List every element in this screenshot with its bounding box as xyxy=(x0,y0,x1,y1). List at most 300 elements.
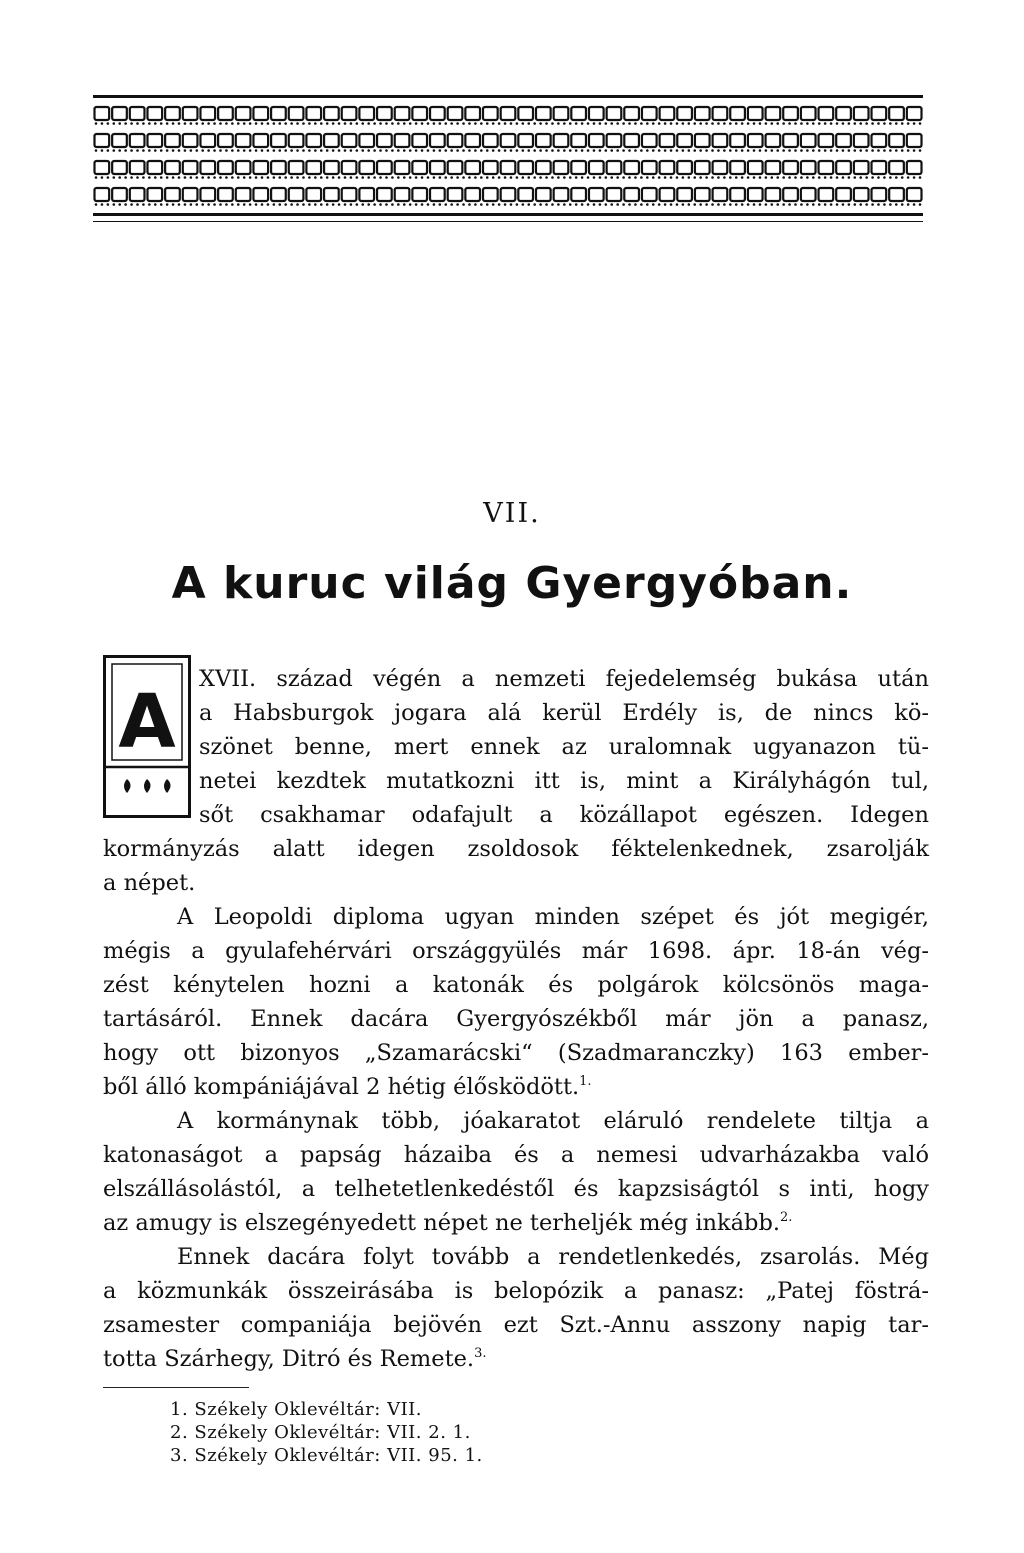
ornament-dot xyxy=(753,149,756,152)
ornament-dot xyxy=(148,203,151,206)
header-rule-bottom xyxy=(93,213,923,216)
ornament-dot xyxy=(444,203,447,206)
ornament-dot xyxy=(836,176,839,179)
ornament-dot xyxy=(433,176,436,179)
ornament-box xyxy=(889,188,904,201)
ornament-dot xyxy=(361,176,364,179)
ornament-box xyxy=(518,107,533,120)
ornament-dot xyxy=(462,176,465,179)
footnote-ref-3: 3. xyxy=(474,1346,487,1361)
ornament-dot xyxy=(308,122,311,125)
ornament-dot xyxy=(290,203,293,206)
ornament-dot xyxy=(136,203,139,206)
ornament-dot xyxy=(101,176,104,179)
ornament-dot xyxy=(415,176,418,179)
ornament-dot xyxy=(95,176,98,179)
ornament-dot xyxy=(676,122,679,125)
ornament-box xyxy=(624,107,639,120)
ornament-dot xyxy=(118,203,121,206)
ornament-dot xyxy=(800,203,803,206)
ornament-box xyxy=(130,161,145,174)
ornament-box xyxy=(377,134,392,147)
ornament-dot xyxy=(95,203,98,206)
ornament-box xyxy=(501,161,516,174)
ornament-box xyxy=(465,161,480,174)
ornament-dot xyxy=(290,176,293,179)
ornament-box xyxy=(854,107,869,120)
ornament-dot xyxy=(539,122,542,125)
ornament-dot xyxy=(788,176,791,179)
ornament-dot xyxy=(486,176,489,179)
ornament-dot xyxy=(172,203,175,206)
ornament-dot xyxy=(516,176,519,179)
ornament-dot xyxy=(397,122,400,125)
ornament-dot xyxy=(587,149,590,152)
ornament-box xyxy=(306,134,321,147)
text-line: A kormánynak több, jóakaratot eláruló rendelete tiltja a xyxy=(177,1108,929,1134)
ornament-dot xyxy=(616,203,619,206)
ornament-dot xyxy=(895,176,898,179)
ornament-dot xyxy=(510,176,513,179)
ornament-dot xyxy=(154,122,157,125)
ornament-dot xyxy=(320,122,323,125)
ornament-box xyxy=(465,107,480,120)
footnotes xyxy=(170,1398,483,1467)
ornament-dot xyxy=(605,203,608,206)
ornament-box xyxy=(218,107,233,120)
ornament-box xyxy=(95,134,110,147)
ornament-dot xyxy=(237,122,240,125)
ornament-dot xyxy=(853,176,856,179)
ornament-dot xyxy=(877,203,880,206)
ornament-dot xyxy=(486,149,489,152)
ornament-box xyxy=(801,188,816,201)
ornament-dot xyxy=(759,122,762,125)
ornament-dot xyxy=(255,203,258,206)
ornament-dot xyxy=(255,122,258,125)
ornament-box xyxy=(748,161,763,174)
ornament-dot xyxy=(788,149,791,152)
ornament-dot xyxy=(913,122,916,125)
ornament-dot xyxy=(818,176,821,179)
ornament-dot xyxy=(148,176,151,179)
ornament-box xyxy=(430,188,445,201)
ornament-box xyxy=(607,134,622,147)
ornament-dot xyxy=(403,122,406,125)
ornament-box xyxy=(872,107,887,120)
ornament-box xyxy=(200,161,215,174)
ornament-box xyxy=(677,107,692,120)
ornament-dot xyxy=(563,122,566,125)
ornament-dot xyxy=(516,149,519,152)
ornament-dot xyxy=(587,122,590,125)
ornament-dot xyxy=(379,149,382,152)
ornament-dot xyxy=(130,122,133,125)
ornament-dot xyxy=(693,149,696,152)
ornament-box xyxy=(218,161,233,174)
ornament-dot xyxy=(889,176,892,179)
ornament-dot xyxy=(664,122,667,125)
ornament-dot xyxy=(338,176,341,179)
ornament-dot xyxy=(676,176,679,179)
ornament-dot xyxy=(705,122,708,125)
ornament-dot xyxy=(705,203,708,206)
text-line-with-note xyxy=(103,1342,929,1376)
ornament-dot xyxy=(201,176,204,179)
ornament-dot xyxy=(759,203,762,206)
ornament-dot xyxy=(676,149,679,152)
header-ornament-row-4 xyxy=(93,186,923,206)
ornament-box xyxy=(483,188,498,201)
ornament-dot xyxy=(201,149,204,152)
ornament-box xyxy=(430,107,445,120)
ornament-box xyxy=(748,107,763,120)
ornament-dot xyxy=(160,149,163,152)
ornament-dot xyxy=(278,149,281,152)
ornament-dot xyxy=(765,122,768,125)
ornament-box xyxy=(412,188,427,201)
text-line: netei kezdtek mutatkozni itt is, mint a Királyhágón tul, xyxy=(199,768,929,794)
ornament-dot xyxy=(344,149,347,152)
ornament-box xyxy=(112,107,127,120)
ornament-dot xyxy=(699,149,702,152)
ornament-dot xyxy=(267,203,270,206)
ornament-box xyxy=(271,161,286,174)
ornament-dot xyxy=(356,176,359,179)
ornament-box xyxy=(589,134,604,147)
ornament-dot xyxy=(747,176,750,179)
ornament-dot xyxy=(172,122,175,125)
text-line: Ennek dacára folyt tovább a rendetlenkedés, zsarolás. Még xyxy=(177,1244,929,1270)
ornament-dot xyxy=(741,176,744,179)
ornament-dot xyxy=(605,122,608,125)
ornament-dot xyxy=(883,122,886,125)
ornament-dot xyxy=(634,122,637,125)
ornament-box xyxy=(518,161,533,174)
ornament-dot xyxy=(889,203,892,206)
ornament-dot xyxy=(450,203,453,206)
ornament-box xyxy=(200,188,215,201)
ornament-dot xyxy=(207,149,210,152)
ornament-box xyxy=(253,107,268,120)
ornament-dot xyxy=(385,176,388,179)
ornament-dot xyxy=(261,122,264,125)
ornament-dot xyxy=(498,176,501,179)
ornament-dot xyxy=(130,203,133,206)
ornament-dot xyxy=(95,122,98,125)
ornament-dot xyxy=(711,176,714,179)
ornament-dot xyxy=(124,149,127,152)
ornament-dot xyxy=(877,122,880,125)
ornament-dot xyxy=(439,122,442,125)
ornament-box xyxy=(677,188,692,201)
ornament-dot xyxy=(682,176,685,179)
ornament-dot xyxy=(824,176,827,179)
ornament-box xyxy=(448,161,463,174)
ornament-dot xyxy=(693,203,696,206)
ornament-dot xyxy=(231,122,234,125)
ornament-dot xyxy=(836,122,839,125)
ornament-dot xyxy=(207,203,210,206)
paragraph-3 xyxy=(103,1104,929,1240)
ornament-dot xyxy=(480,149,483,152)
header-rule-top xyxy=(93,95,923,98)
ornament-dot xyxy=(332,203,335,206)
ornament-dot xyxy=(729,149,732,152)
ornament-box xyxy=(695,161,710,174)
ornament-dot xyxy=(741,122,744,125)
ornament-dot xyxy=(913,149,916,152)
ornament-dot xyxy=(154,149,157,152)
ornament-dot xyxy=(421,176,424,179)
ornament-dot xyxy=(391,176,394,179)
ornament-dot xyxy=(450,176,453,179)
ornament-box xyxy=(377,161,392,174)
ornament-box xyxy=(200,107,215,120)
ornament-dot xyxy=(296,122,299,125)
ornament-dot xyxy=(243,122,246,125)
ornament-box xyxy=(271,188,286,201)
ornament-dot xyxy=(587,176,590,179)
ornament-box xyxy=(907,188,922,201)
ornament-dot xyxy=(913,203,916,206)
ornament-box xyxy=(183,107,198,120)
ornament-box xyxy=(660,188,675,201)
ornament-dot xyxy=(415,122,418,125)
ornament-dot xyxy=(296,176,299,179)
ornament-box xyxy=(165,107,180,120)
ornament-dot xyxy=(278,176,281,179)
ornament-box xyxy=(642,134,657,147)
ornament-dot xyxy=(581,122,584,125)
ornament-dot xyxy=(101,122,104,125)
ornament-dot xyxy=(302,149,305,152)
ornament-dot xyxy=(853,149,856,152)
ornament-box xyxy=(819,107,834,120)
ornament-dot xyxy=(527,203,530,206)
ornament-box xyxy=(766,161,781,174)
ornament-dot xyxy=(95,149,98,152)
ornament-dot xyxy=(575,149,578,152)
ornament-dot xyxy=(278,122,281,125)
ornament-dot xyxy=(794,149,797,152)
ornament-dot xyxy=(848,176,851,179)
ornament-dot xyxy=(267,149,270,152)
ornament-dot xyxy=(688,149,691,152)
ornament-dot xyxy=(670,149,673,152)
ornament-dot xyxy=(717,176,720,179)
ornament-box xyxy=(306,188,321,201)
ornament-dot xyxy=(225,203,228,206)
ornament-dot xyxy=(278,203,281,206)
ornament-box xyxy=(766,107,781,120)
ornament-dot xyxy=(865,122,868,125)
ornament-box xyxy=(236,188,251,201)
ornament-dot xyxy=(112,176,115,179)
ornament-dot xyxy=(142,122,145,125)
footnote-item: 1. Székely Oklevéltár: VII. xyxy=(170,1399,423,1420)
ornament-dot xyxy=(652,149,655,152)
chapter-number: VII. xyxy=(483,498,541,529)
ornament-dot xyxy=(154,176,157,179)
ornament-dot xyxy=(883,176,886,179)
footnote-item: 2. Székely Oklevéltár: VII. 2. 1. xyxy=(170,1422,471,1443)
ornament-dot xyxy=(344,176,347,179)
ornament-dot xyxy=(474,149,477,152)
ornament-dot xyxy=(433,203,436,206)
ornament-dot xyxy=(919,203,922,206)
ornament-dot xyxy=(883,203,886,206)
ornament-dot xyxy=(314,149,317,152)
ornament-dot xyxy=(433,122,436,125)
text-line: a népet. xyxy=(103,870,196,896)
ornament-dot xyxy=(166,122,169,125)
ornament-dot xyxy=(522,122,525,125)
ornament-dot xyxy=(308,149,311,152)
ornament-box xyxy=(677,161,692,174)
ornament-dot xyxy=(581,176,584,179)
ornament-box xyxy=(695,107,710,120)
ornament-dot xyxy=(628,122,631,125)
ornament-box xyxy=(342,188,357,201)
ornament-dot xyxy=(373,122,376,125)
ornament-dot xyxy=(551,203,554,206)
ornament-dot xyxy=(326,122,329,125)
ornament-dot xyxy=(480,203,483,206)
ornament-dot xyxy=(563,176,566,179)
ornament-box xyxy=(253,161,268,174)
ornament-box xyxy=(554,188,569,201)
ornament-dot xyxy=(385,149,388,152)
ornament-dot xyxy=(569,149,572,152)
ornament-dot xyxy=(195,203,198,206)
ornament-box xyxy=(289,188,304,201)
ornament-box xyxy=(483,107,498,120)
body-text xyxy=(103,662,929,1376)
ornament-box xyxy=(836,161,851,174)
ornament-dot xyxy=(853,203,856,206)
ornament-box xyxy=(766,134,781,147)
ornament-dot xyxy=(628,149,631,152)
ornament-dot xyxy=(581,149,584,152)
text-line: zsamester companiája bejövén ezt Szt.-Annu asszony napig tar- xyxy=(103,1312,929,1338)
ornament-dot xyxy=(747,122,750,125)
ornament-dot xyxy=(118,176,121,179)
ornament-box xyxy=(748,188,763,201)
ornament-dot xyxy=(225,122,228,125)
ornament-box xyxy=(571,188,586,201)
ornament-dot xyxy=(243,149,246,152)
ornament-dot xyxy=(883,149,886,152)
ornament-dot xyxy=(622,203,625,206)
ornament-box xyxy=(130,188,145,201)
ornament-dot xyxy=(895,203,898,206)
ornament-box xyxy=(183,188,198,201)
ornament-dot xyxy=(409,122,412,125)
ornament-dot xyxy=(705,176,708,179)
ornament-dot xyxy=(865,176,868,179)
text-line: elszállásolástól, a telhetetlenkedéstől és kapzsiságtól s inti, hogy xyxy=(103,1176,929,1202)
ornament-dot xyxy=(296,203,299,206)
ornament-box xyxy=(342,161,357,174)
ornament-dot xyxy=(830,203,833,206)
ornament-dot xyxy=(391,149,394,152)
ornament-dot xyxy=(776,176,779,179)
ornament-box xyxy=(854,161,869,174)
ornament-box xyxy=(448,188,463,201)
ornament-dot xyxy=(219,203,222,206)
ornament-dot xyxy=(415,203,418,206)
ornament-dot xyxy=(344,122,347,125)
ornament-dot xyxy=(693,176,696,179)
ornament-dot xyxy=(160,203,163,206)
ornament-dot xyxy=(522,176,525,179)
ornament-box xyxy=(236,107,251,120)
ornament-dot xyxy=(859,176,862,179)
ornament-dot xyxy=(664,176,667,179)
ornament-dot xyxy=(231,203,234,206)
ornament-dot xyxy=(468,149,471,152)
ornament-box xyxy=(236,161,251,174)
ornament-dot xyxy=(741,203,744,206)
ornament-dot xyxy=(759,149,762,152)
ornament-dot xyxy=(184,176,187,179)
ornament-box xyxy=(289,161,304,174)
ornament-dot xyxy=(190,176,193,179)
ornament-dot xyxy=(350,203,353,206)
ornament-dot xyxy=(148,122,151,125)
ornament-dot xyxy=(753,176,756,179)
ornament-dot xyxy=(824,122,827,125)
ornament-dot xyxy=(338,203,341,206)
ornament-dot xyxy=(468,176,471,179)
ornament-dot xyxy=(332,176,335,179)
ornament-dot xyxy=(741,149,744,152)
ornament-dot xyxy=(765,149,768,152)
ornament-dot xyxy=(771,122,774,125)
ornament-dot xyxy=(468,122,471,125)
ornament-box xyxy=(200,134,215,147)
ornament-dot xyxy=(498,149,501,152)
ornament-box xyxy=(430,161,445,174)
ornament-dot xyxy=(551,149,554,152)
ornament-dot xyxy=(545,122,548,125)
ornament-dot xyxy=(284,176,287,179)
ornament-dot xyxy=(231,149,234,152)
ornament-dot xyxy=(504,149,507,152)
ornament-dot xyxy=(498,203,501,206)
ornament-box xyxy=(819,134,834,147)
ornament-dot xyxy=(302,203,305,206)
ornament-dot xyxy=(563,203,566,206)
text-span: az amugy is elszegényedett népet ne terheljék még inkább. xyxy=(103,1210,781,1236)
text-line: a közmunkák összeirásába is belopózik a panasz: „Patej föstrá- xyxy=(103,1278,929,1304)
ornament-box xyxy=(324,107,339,120)
ornament-box xyxy=(713,188,728,201)
ornament-dot xyxy=(385,122,388,125)
ornament-box xyxy=(624,188,639,201)
ornament-box xyxy=(589,161,604,174)
ornament-dot xyxy=(273,203,276,206)
ornament-dot xyxy=(107,122,110,125)
ornament-dot xyxy=(889,122,892,125)
text-line: kormányzás alatt idegen zsoldosok féktelenkednek, zsarolják xyxy=(103,836,929,862)
text-line: katonaságot a papság házaiba és a nemesi udvarházakba való xyxy=(103,1142,929,1168)
ornament-dot xyxy=(504,122,507,125)
paragraph-1 xyxy=(103,662,929,900)
ornament-dot xyxy=(421,122,424,125)
ornament-dot xyxy=(302,122,305,125)
